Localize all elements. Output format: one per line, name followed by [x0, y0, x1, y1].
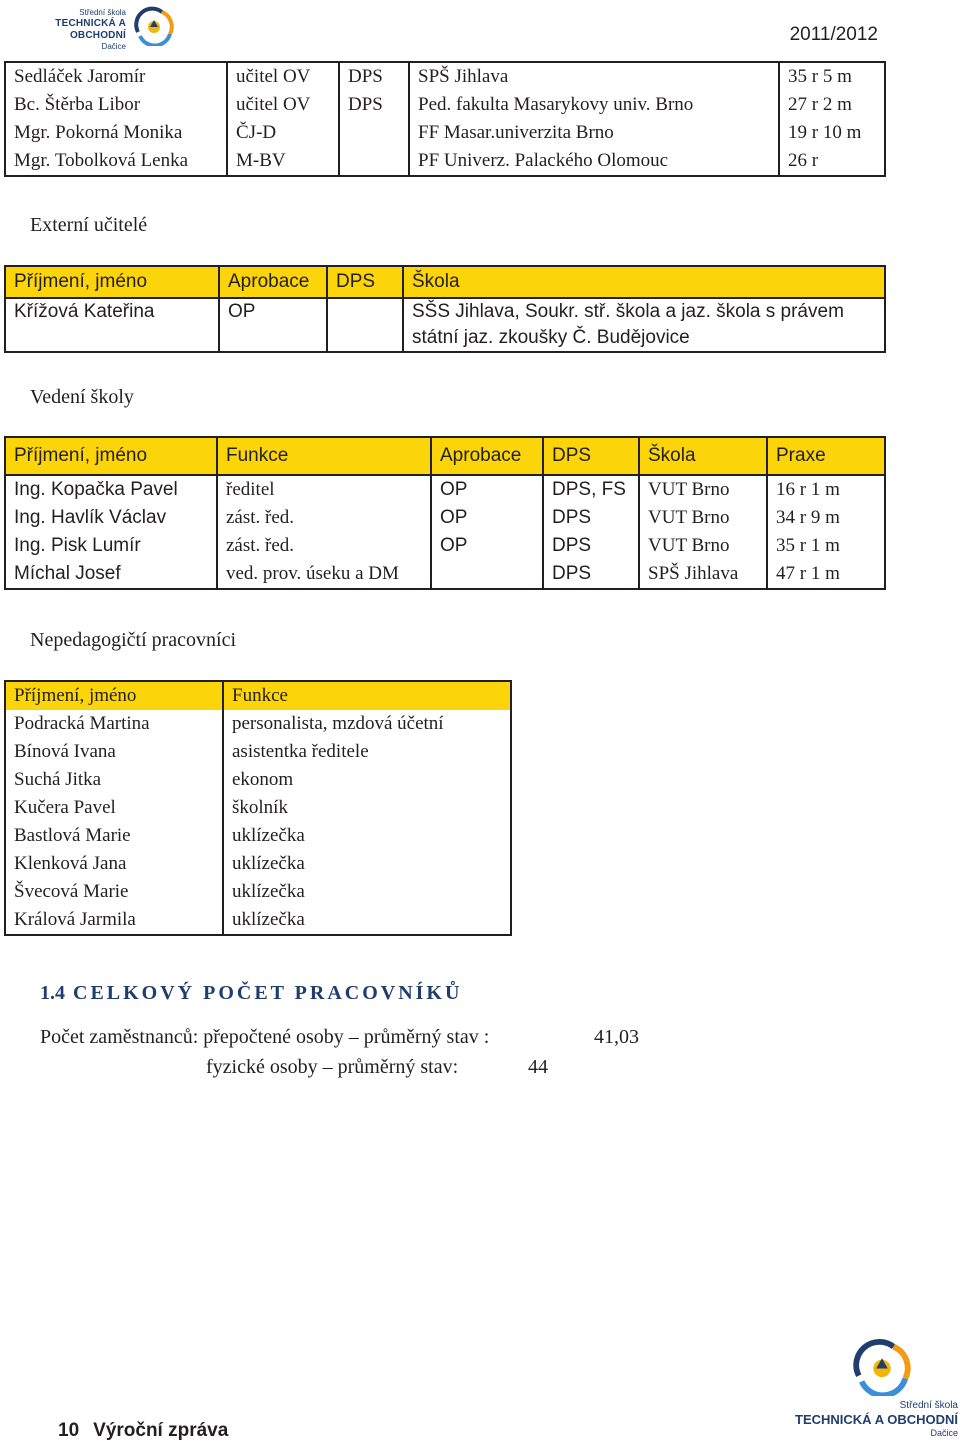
column-header: Funkce [217, 437, 431, 475]
external-teachers-table [4, 265, 886, 353]
table-cell: Ing. Kopačka Pavel [5, 475, 217, 504]
employees-fte-value: 41,03 [594, 1026, 639, 1048]
table-cell: uklízečka [223, 822, 511, 850]
table-cell: Klenková Jana [5, 850, 223, 878]
table-cell: asistentka ředitele [223, 738, 511, 766]
table-cell [339, 147, 409, 176]
section-number: 1.4 [40, 982, 65, 1004]
table-cell: OP [431, 532, 543, 560]
table-cell: DPS [543, 504, 639, 532]
column-header: Škola [639, 437, 767, 475]
column-header: Škola [403, 266, 885, 298]
table-cell: 35 r 5 m [779, 62, 885, 91]
section-heading-1-4 [40, 982, 462, 1005]
teachers-table [4, 61, 886, 177]
employees-headcount-value: 44 [528, 1056, 548, 1078]
table-cell: Bínová Ivana [5, 738, 223, 766]
table-cell: učitel OV [227, 62, 339, 91]
table-cell [327, 298, 403, 352]
column-header: Aprobace [219, 266, 327, 298]
table-row [5, 91, 885, 119]
table-cell: Švecová Marie [5, 878, 223, 906]
table-cell: zást. řed. [217, 532, 431, 560]
table-cell: OP [431, 475, 543, 504]
management-table [4, 436, 886, 590]
table-cell: DPS, FS [543, 475, 639, 504]
table-row [5, 710, 511, 738]
logo-line-2: TECHNICKÁ A OBCHODNÍ [55, 17, 126, 41]
column-header: DPS [327, 266, 403, 298]
table-cell [431, 560, 543, 589]
column-header: Příjmení, jméno [5, 681, 223, 710]
table-row [5, 147, 885, 176]
table-cell: Podracká Martina [5, 710, 223, 738]
table-header-row [5, 437, 885, 475]
table-cell: VUT Brno [639, 475, 767, 504]
table-cell: FF Masar.univerzita Brno [409, 119, 779, 147]
table-cell: 19 r 10 m [779, 119, 885, 147]
table-cell: 47 r 1 m [767, 560, 885, 589]
table-cell: personalista, mzdová účetní [223, 710, 511, 738]
page-footer [58, 1420, 228, 1442]
table-row [5, 906, 511, 935]
table-cell: SŠS Jihlava, Soukr. stř. škola a jaz. škola s právem státní jaz. zkoušky Č. Budějovice [403, 298, 885, 352]
table-cell: 27 r 2 m [779, 91, 885, 119]
table-cell: zást. řed. [217, 504, 431, 532]
table-header-row [5, 266, 885, 298]
footer-logo-line-2: TECHNICKÁ A OBCHODNÍ [795, 1412, 958, 1427]
table-cell: ČJ-D [227, 119, 339, 147]
table-cell: ved. prov. úseku a DM [217, 560, 431, 589]
table-row [5, 560, 885, 589]
table-cell: Ing. Havlík Václav [5, 504, 217, 532]
column-header: Příjmení, jméno [5, 437, 217, 475]
table-row [5, 62, 885, 91]
table-row [5, 532, 885, 560]
table-cell: SPŠ Jihlava [409, 62, 779, 91]
section-title-nonteaching: Nepedagogičtí pracovníci [30, 629, 237, 651]
table-row [5, 822, 511, 850]
table-cell: SPŠ Jihlava [639, 560, 767, 589]
table-row [5, 119, 885, 147]
table-cell: Kučera Pavel [5, 794, 223, 822]
school-logo [8, 4, 178, 51]
table-row [5, 475, 885, 504]
table-cell: VUT Brno [639, 504, 767, 532]
table-cell: 34 r 9 m [767, 504, 885, 532]
table-cell: OP [219, 298, 327, 352]
table-cell: DPS [543, 532, 639, 560]
table-cell: Mgr. Tobolková Lenka [5, 147, 227, 176]
column-header: Praxe [767, 437, 885, 475]
table-row [5, 738, 511, 766]
section-title: CELKOVÝ POČET PRACOVNÍKŮ [73, 982, 463, 1004]
nonteaching-table [4, 680, 512, 936]
employees-fte-label: Počet zaměstnanců: přepočtené osoby – průměrný stav : [40, 1026, 490, 1048]
table-cell: 16 r 1 m [767, 475, 885, 504]
column-header: Funkce [223, 681, 511, 710]
table-cell: Bastlová Marie [5, 822, 223, 850]
footer-logo-line-1: Střední škola [899, 1400, 958, 1411]
table-cell: ekonom [223, 766, 511, 794]
table-row [5, 794, 511, 822]
table-row [5, 298, 885, 352]
logo-text [8, 8, 126, 51]
school-year: 2011/2012 [789, 24, 878, 45]
table-row [5, 504, 885, 532]
school-emblem-icon [850, 1338, 914, 1396]
table-cell: DPS [543, 560, 639, 589]
column-header: Příjmení, jméno [5, 266, 219, 298]
table-cell [339, 119, 409, 147]
school-emblem-icon [132, 6, 176, 46]
table-cell: školník [223, 794, 511, 822]
page-number: 10 [58, 1420, 80, 1441]
table-cell: 35 r 1 m [767, 532, 885, 560]
table-cell: DPS [339, 62, 409, 91]
table-cell: VUT Brno [639, 532, 767, 560]
table-row [5, 766, 511, 794]
table-cell: M-BV [227, 147, 339, 176]
table-cell: Ing. Pisk Lumír [5, 532, 217, 560]
table-header-row [5, 681, 511, 710]
table-cell: ředitel [217, 475, 431, 504]
logo-line-1: Střední škola [79, 8, 126, 17]
table-cell: DPS [339, 91, 409, 119]
table-cell: Sedláček Jaromír [5, 62, 227, 91]
table-cell: Králová Jarmila [5, 906, 223, 935]
table-cell: uklízečka [223, 850, 511, 878]
table-row [5, 850, 511, 878]
column-header: DPS [543, 437, 639, 475]
column-header: Aprobace [431, 437, 543, 475]
table-cell: OP [431, 504, 543, 532]
table-cell: 26 r [779, 147, 885, 176]
table-cell: učitel OV [227, 91, 339, 119]
section-title-external: Externí učitelé [30, 214, 148, 236]
table-cell: Ped. fakulta Masarykovy univ. Brno [409, 91, 779, 119]
table-cell: uklízečka [223, 906, 511, 935]
document-title: Výroční zpráva [93, 1420, 229, 1441]
table-cell: Míchal Josef [5, 560, 217, 589]
table-cell: Bc. Štěrba Libor [5, 91, 227, 119]
logo-line-3: Dačice [101, 41, 126, 51]
footer-logo-line-3: Dačice [930, 1427, 958, 1438]
table-row [5, 878, 511, 906]
table-cell: Mgr. Pokorná Monika [5, 119, 227, 147]
table-cell: PF Univerz. Palackého Olomouc [409, 147, 779, 176]
employees-headcount-label: fyzické osoby – průměrný stav: [206, 1056, 459, 1078]
table-cell: Suchá Jitka [5, 766, 223, 794]
section-title-management: Vedení školy [30, 386, 134, 408]
table-cell: uklízečka [223, 878, 511, 906]
footer-logo [780, 1338, 960, 1442]
table-cell: Křížová Kateřina [5, 298, 219, 352]
